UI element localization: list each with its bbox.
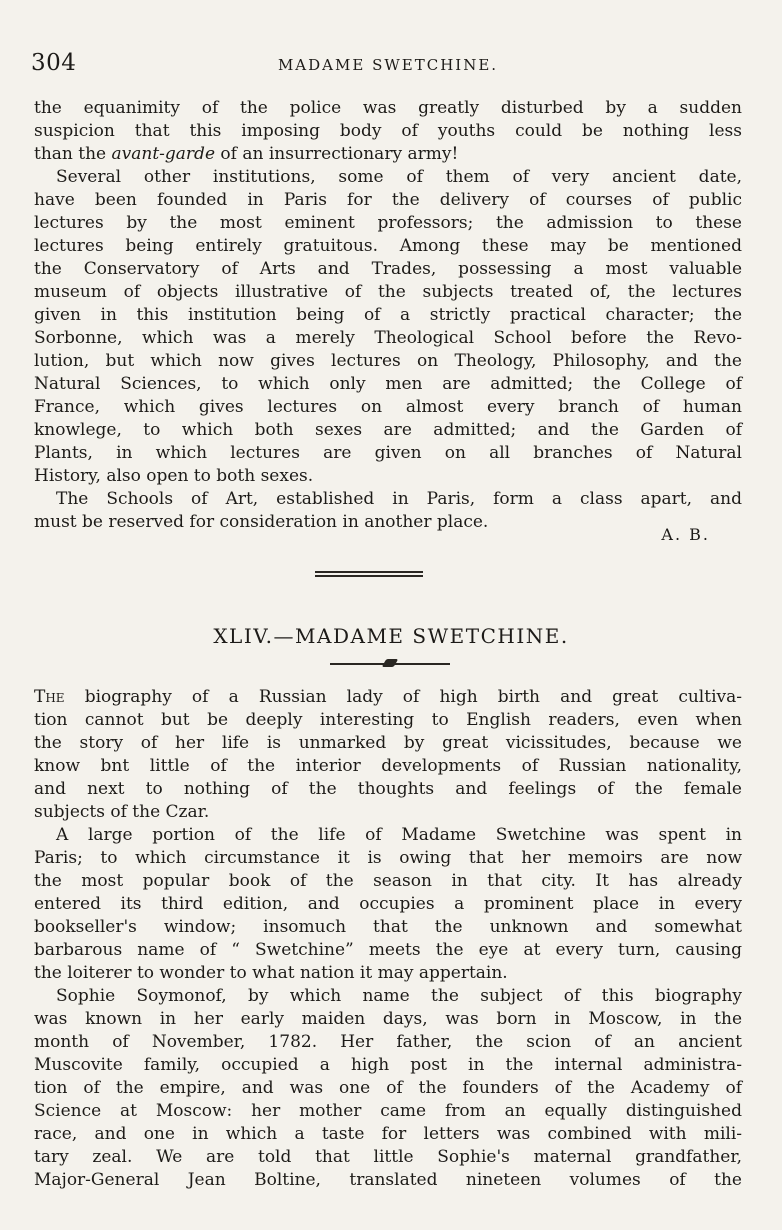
text-line: Major-General Jean Boltine, translated nineteen volumes of the bbox=[34, 1170, 742, 1190]
text-line: know bnt little of the interior developments of Russian nationality, bbox=[34, 756, 742, 776]
text-line: barbarous name of “ Swetchine” meets the eye at every turn, causing bbox=[34, 940, 742, 960]
text-line: tion of the empire, and was one of the founders of the Academy of bbox=[34, 1078, 742, 1098]
text-line: month of November, 1782. Her father, the scion of an ancient bbox=[34, 1032, 742, 1052]
text-line: Several other institutions, some of them of very ancient date, bbox=[56, 167, 742, 187]
text-line: was known in her early maiden days, was born in Moscow, in the bbox=[34, 1009, 742, 1029]
text-line: race, and one in which a taste for letters was combined with mili- bbox=[34, 1124, 742, 1144]
text-line: the most popular book of the season in that city. It has already bbox=[34, 871, 742, 891]
text-line: and next to nothing of the thoughts and feelings of the female bbox=[34, 779, 742, 799]
text-line: than the avant-garde of an insurrectionary army! bbox=[34, 144, 459, 164]
text-line: lution, but which now gives lectures on Theology, Philosophy, and the bbox=[34, 351, 742, 371]
text-line: lectures being entirely gratuitous. Among these may be mentioned bbox=[34, 236, 742, 256]
text-line: the loiterer to wonder to what nation it may appertain. bbox=[34, 963, 508, 983]
text-line: must be reserved for consideration in another place. bbox=[34, 512, 489, 532]
text-line: bookseller's window; insomuch that the unknown and somewhat bbox=[34, 917, 742, 937]
text-line: museum of objects illustrative of the subjects treated of, the lectures bbox=[34, 282, 742, 302]
text-line: subjects of the Czar. bbox=[34, 802, 210, 822]
text-line: tary zeal. We are told that little Sophie's maternal grandfather, bbox=[34, 1147, 742, 1167]
author-signature: A. B. bbox=[661, 525, 710, 544]
text-line: the story of her life is unmarked by great vicissitudes, because we bbox=[34, 733, 742, 753]
italic-term: avant-garde bbox=[111, 144, 216, 164]
text-line: Sophie Soymonof, by which name the subject of this biography bbox=[56, 986, 742, 1006]
running-title: MADAME SWETCHINE. bbox=[277, 56, 499, 74]
text-line: The Schools of Art, established in Paris, form a class apart, and bbox=[56, 489, 742, 509]
page-number: 304 bbox=[31, 50, 77, 76]
text-line: Plants, in which lectures are given on all branches of Natural bbox=[34, 443, 742, 463]
text-line: knowlege, to which both sexes are admitted; and the Garden of bbox=[34, 420, 742, 440]
chapter-title: XLIV.—MADAME SWETCHINE. bbox=[213, 624, 569, 648]
section-divider bbox=[315, 575, 423, 577]
text-line: The biography of a Russian lady of high birth and great cultiva- bbox=[34, 687, 742, 707]
text-line: France, which gives lectures on almost every branch of human bbox=[34, 397, 742, 417]
text-line: Paris; to which circumstance it is owing that her memoirs are now bbox=[34, 848, 742, 868]
text-line: Natural Sciences, to which only men are admitted; the College of bbox=[34, 374, 742, 394]
text-line: the equanimity of the police was greatly disturbed by a sudden bbox=[34, 98, 742, 118]
text-line: A large portion of the life of Madame Swetchine was spent in bbox=[56, 825, 742, 845]
text-line: Science at Moscow: her mother came from an equally distinguished bbox=[34, 1101, 742, 1121]
text-line: the Conservatory of Arts and Trades, possessing a most valuable bbox=[34, 259, 742, 279]
text-line: tion cannot but be deeply interesting to English readers, even when bbox=[34, 710, 742, 730]
text-line: Muscovite family, occupied a high post in the internal administra- bbox=[34, 1055, 742, 1075]
title-ornament bbox=[330, 659, 450, 669]
text-line: entered its third edition, and occupies a prominent place in every bbox=[34, 894, 742, 914]
text-line: suspicion that this imposing body of youths could be nothing less bbox=[34, 121, 742, 141]
text-line: lectures by the most eminent professors; the admission to these bbox=[34, 213, 742, 233]
text-line: given in this institution being of a strictly practical character; the bbox=[34, 305, 742, 325]
text-line: have been founded in Paris for the delivery of courses of public bbox=[34, 190, 742, 210]
text-line: Sorbonne, which was a merely Theological School before the Revo- bbox=[34, 328, 742, 348]
section-divider bbox=[315, 571, 423, 573]
page-header bbox=[28, 50, 748, 78]
text-line: History, also open to both sexes. bbox=[34, 466, 314, 486]
drop-word: The bbox=[34, 687, 65, 707]
